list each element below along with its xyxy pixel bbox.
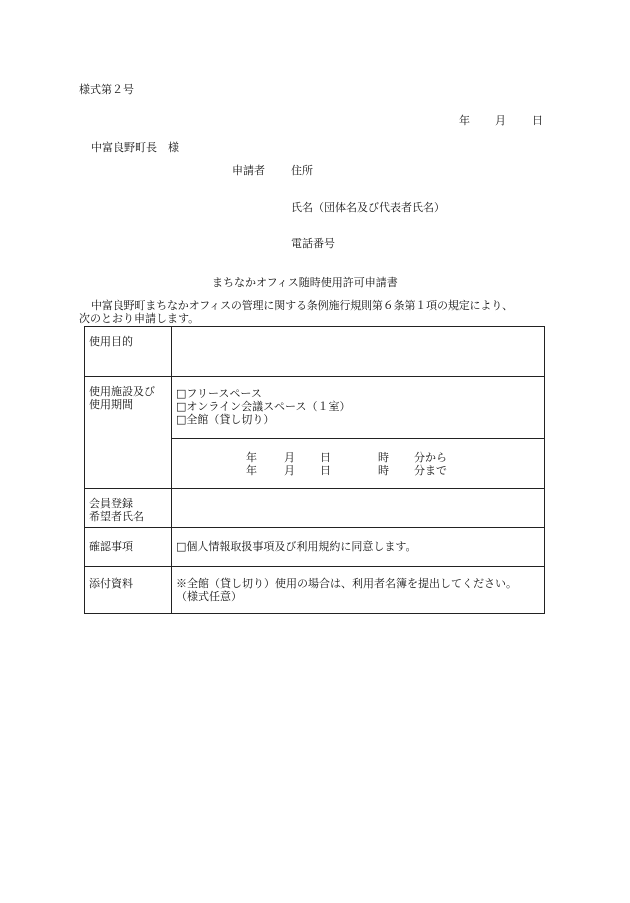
member-label-line-1: 会員登録 <box>89 497 133 510</box>
period-start-minute: 分から <box>414 451 447 464</box>
attach-row <box>85 567 545 614</box>
confirm-label: 確認事項 <box>85 528 172 567</box>
applicant-phone-label: 電話番号 <box>291 237 335 250</box>
period-start-year: 年 <box>246 451 257 464</box>
facility-option-online-meeting[interactable]: □オンライン会議スペース（１室） <box>176 400 351 413</box>
period-end-minute: 分まで <box>414 464 447 477</box>
confirm-row <box>85 528 545 567</box>
date-month-label: 月 <box>495 114 506 127</box>
date-year-label: 年 <box>459 114 470 127</box>
period-end-hour: 時 <box>378 464 389 477</box>
document-title: まちなかオフィス随時使用許可申請書 <box>212 276 398 289</box>
purpose-field[interactable] <box>172 327 545 377</box>
facility-label-line-1: 使用施設及び <box>89 385 155 398</box>
attach-label: 添付資料 <box>85 567 172 614</box>
member-field[interactable] <box>172 489 545 528</box>
period-start <box>172 451 544 464</box>
facility-label-line-2: 使用期間 <box>89 398 133 411</box>
period-end-day: 日 <box>320 464 331 477</box>
period-start-day: 日 <box>320 451 331 464</box>
attach-note-line-1: ※全館（貸し切り）使用の場合は、利用者名簿を提出してください。 <box>176 577 517 590</box>
period-end-month: 月 <box>284 464 295 477</box>
period-start-month: 月 <box>284 451 295 464</box>
period-start-hour: 時 <box>378 451 389 464</box>
facility-option-whole-building[interactable]: □全館（貸し切り） <box>176 413 275 426</box>
form-number: 様式第２号 <box>79 83 134 96</box>
facility-options-cell <box>172 377 545 439</box>
attach-cell <box>172 567 545 614</box>
member-label <box>85 489 172 528</box>
facility-option-free-space[interactable]: □フリースペース <box>176 387 262 400</box>
member-row <box>85 489 545 528</box>
date-day-label: 日 <box>532 114 543 127</box>
addressee: 中富良野町長 様 <box>91 141 179 154</box>
applicant-name-label: 氏名（団体名及び代表者氏名） <box>291 201 445 214</box>
period-end <box>172 464 544 477</box>
period-end-year: 年 <box>246 464 257 477</box>
purpose-row <box>85 327 545 377</box>
applicant-address-label: 住所 <box>291 164 313 177</box>
applicant-label: 申請者 <box>232 164 265 177</box>
intro-line-1: 中富良野町まちなかオフィスの管理に関する条例施行規則第６条第１項の規定により、 <box>91 299 513 312</box>
confirm-checkbox-text[interactable]: □個人情報取扱事項及び利用規約に同意します。 <box>176 540 417 553</box>
purpose-label: 使用目的 <box>85 327 172 377</box>
application-table <box>84 326 545 614</box>
facility-row <box>85 377 545 439</box>
confirm-cell <box>172 528 545 567</box>
facility-label <box>85 377 172 489</box>
intro-line-2: 次のとおり申請します。 <box>79 312 200 325</box>
attach-note-line-2: （様式任意） <box>176 590 242 603</box>
member-label-line-2: 希望者氏名 <box>89 510 144 523</box>
period-cell[interactable] <box>172 439 545 489</box>
